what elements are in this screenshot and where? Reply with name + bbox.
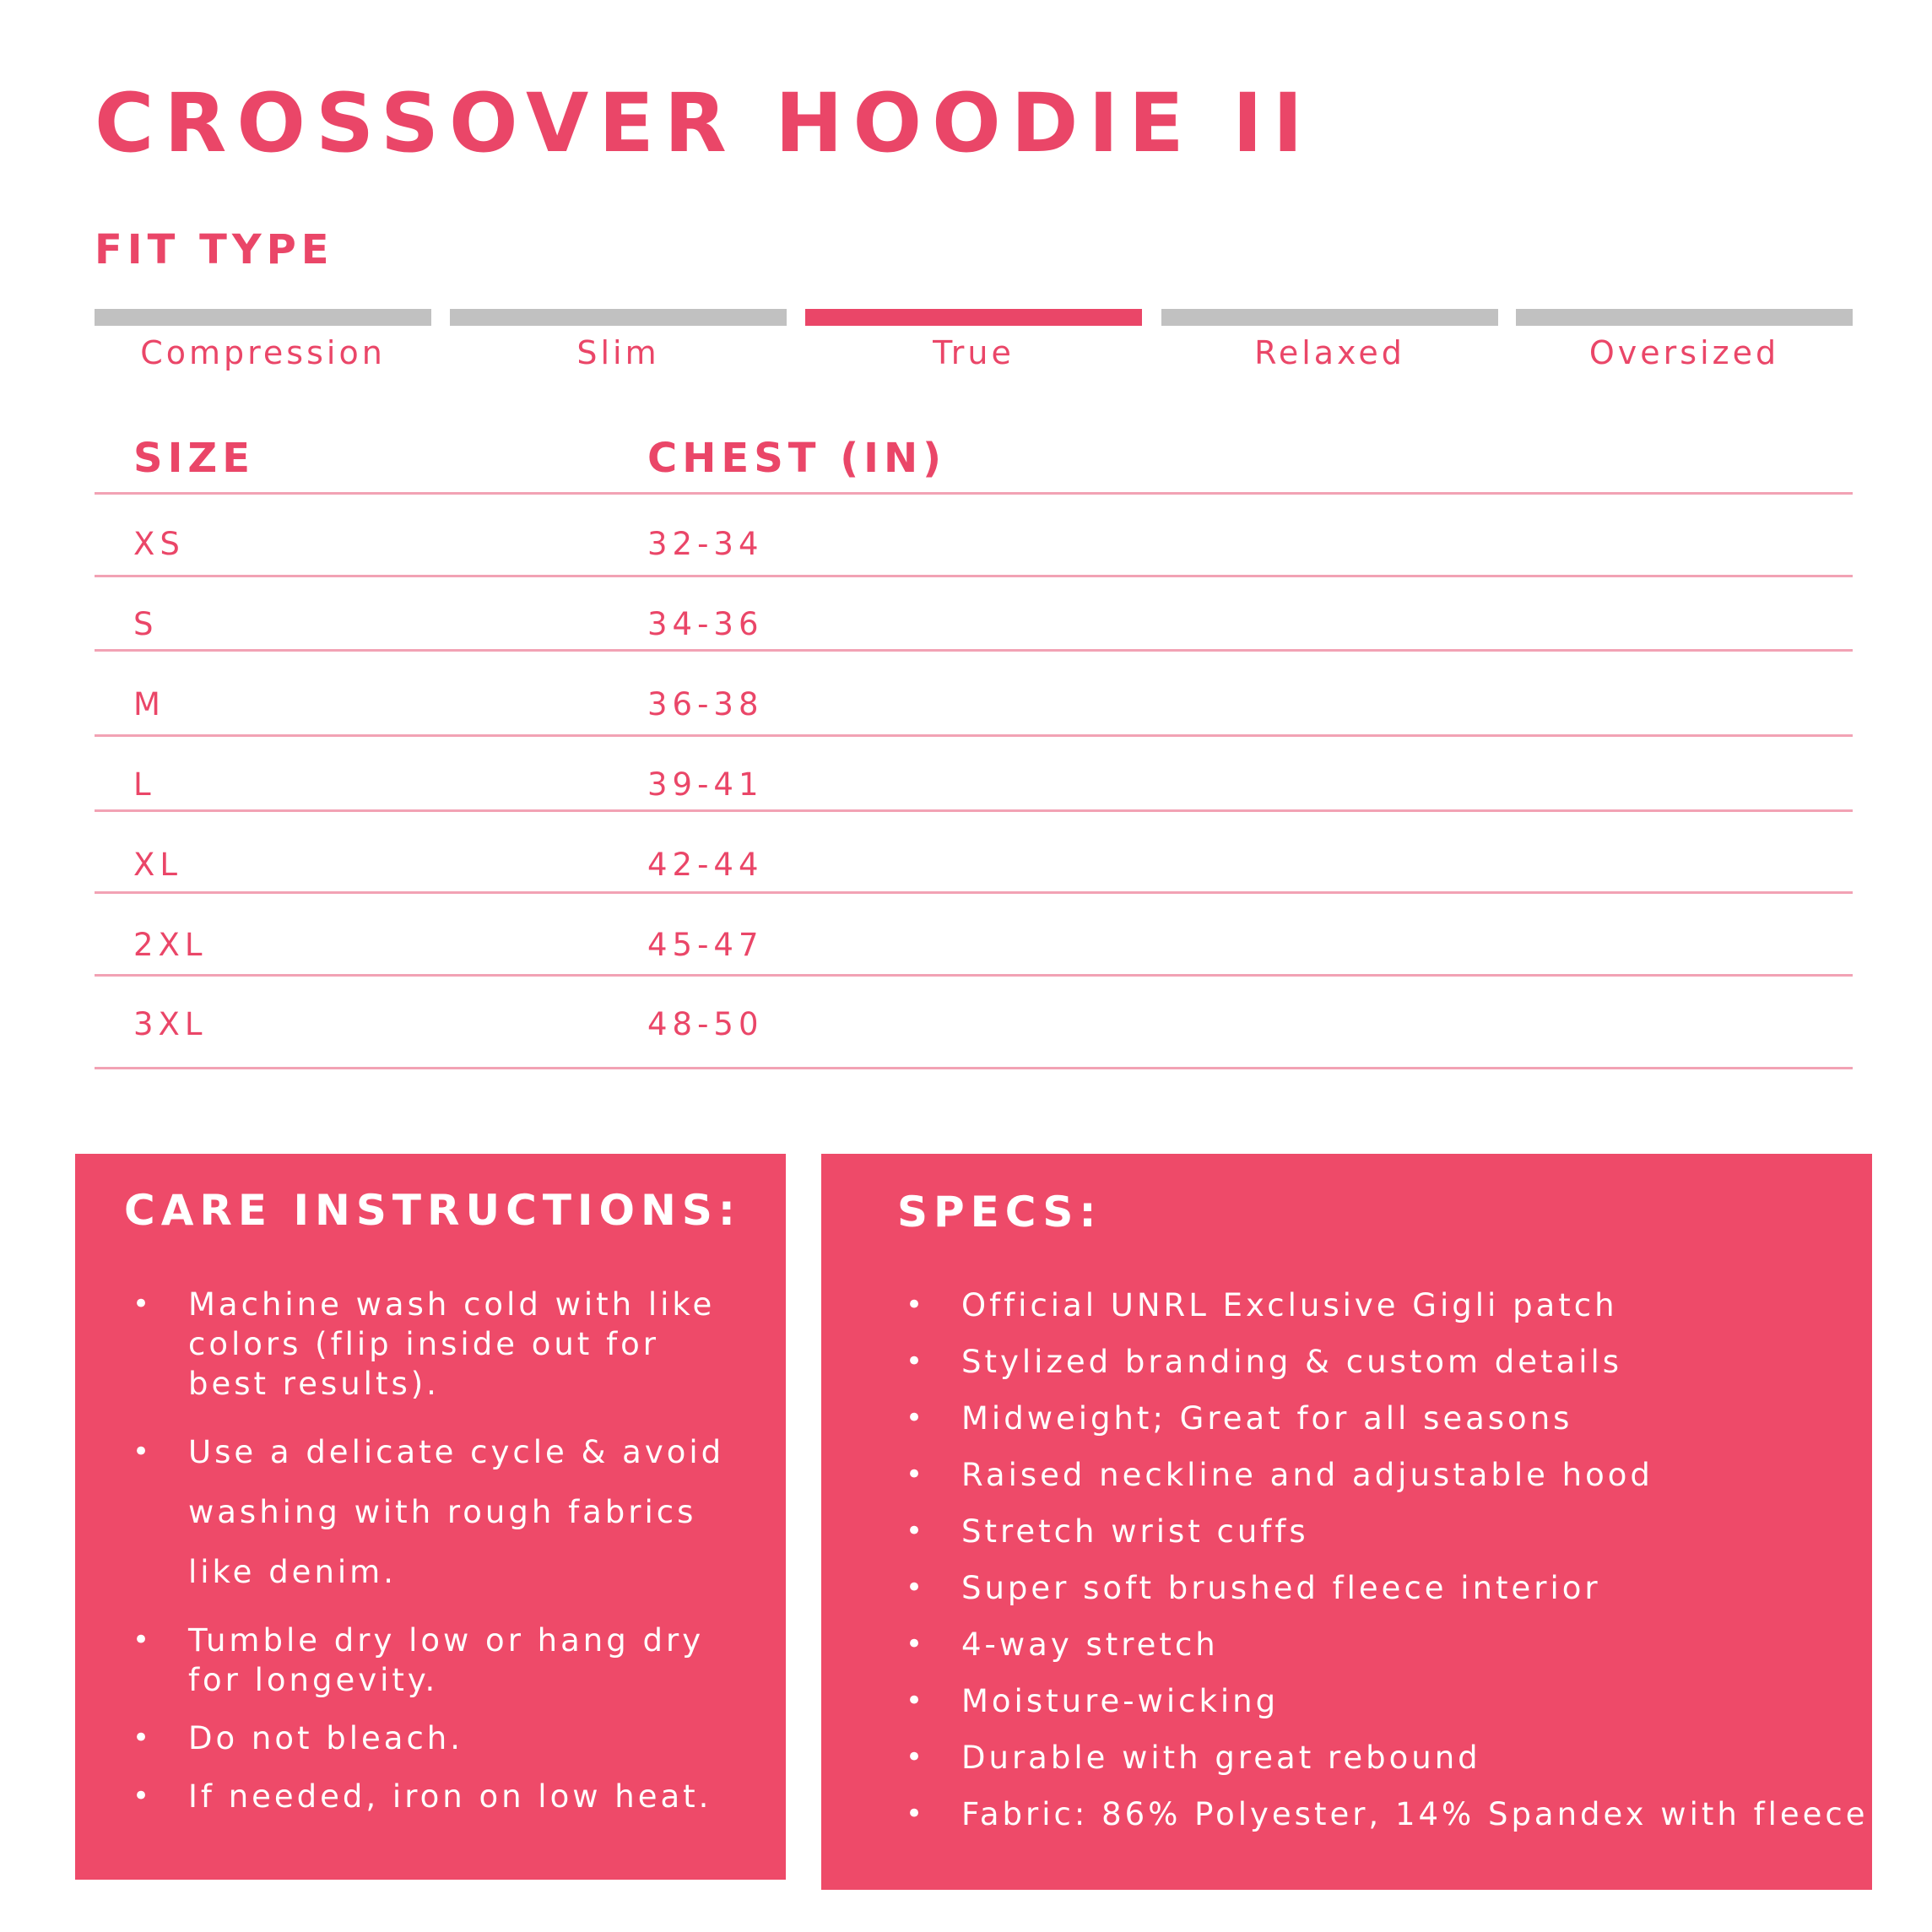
size-cell: 2XL	[133, 927, 208, 963]
spec-item-text: Moisture-wicking	[961, 1683, 1280, 1719]
fit-option-oversized	[1516, 309, 1853, 376]
list-item	[906, 1399, 1856, 1455]
bullet-icon: •	[133, 1435, 154, 1469]
chest-cell: 42-44	[647, 847, 764, 883]
specs-list	[906, 1285, 1869, 1851]
spec-item-text: Midweight; Great for all seasons	[961, 1400, 1573, 1437]
fit-option-relaxed	[1161, 309, 1498, 376]
spec-item-text: Stretch wrist cuffs	[961, 1513, 1309, 1550]
list-item	[906, 1568, 1856, 1625]
chest-cell: 34-36	[647, 606, 764, 642]
spec-item-text: Durable with great rebound	[961, 1740, 1481, 1776]
row-divider	[95, 1067, 1853, 1069]
bullet-icon: •	[133, 1779, 154, 1813]
list-item	[906, 1681, 1856, 1738]
specs-panel	[821, 1154, 1872, 1890]
fit-bar	[95, 309, 431, 326]
size-cell: L	[133, 766, 156, 803]
bullet-icon: •	[906, 1571, 927, 1605]
size-cell: 3XL	[133, 1006, 208, 1042]
chest-cell: 39-41	[647, 766, 764, 803]
fit-label: Slim	[576, 334, 660, 371]
fit-option-compression	[95, 309, 431, 376]
bullet-icon: •	[906, 1627, 927, 1661]
list-item	[133, 1718, 728, 1758]
row-divider	[95, 974, 1853, 977]
list-item	[906, 1625, 1856, 1681]
care-instructions-panel	[75, 1154, 786, 1880]
care-item-text: If needed, iron on low heat.	[188, 1778, 712, 1815]
table-row	[95, 606, 1853, 682]
list-item	[133, 1621, 728, 1700]
fit-label: Oversized	[1588, 334, 1780, 371]
size-column-header: SIZE	[133, 435, 256, 482]
spec-item-text: Super soft brushed fleece interior	[961, 1570, 1601, 1606]
spec-item-text: 4-way stretch	[961, 1626, 1219, 1663]
header-divider	[95, 492, 1853, 495]
bullet-icon: •	[133, 1623, 154, 1657]
bullet-icon: •	[906, 1401, 927, 1435]
list-item	[906, 1285, 1856, 1342]
chest-cell: 36-38	[647, 686, 764, 722]
list-item	[906, 1455, 1856, 1512]
fit-label: True	[933, 334, 1015, 371]
fit-option-slim	[450, 309, 787, 376]
list-item	[133, 1422, 728, 1602]
table-row	[95, 927, 1853, 1003]
chest-cell: 45-47	[647, 927, 764, 963]
list-item	[906, 1512, 1856, 1568]
table-row	[95, 766, 1853, 842]
fit-label: Relaxed	[1254, 334, 1405, 371]
table-row	[95, 847, 1853, 923]
row-divider	[95, 734, 1853, 737]
fit-option-true	[805, 309, 1142, 376]
chest-cell: 32-34	[647, 526, 764, 562]
row-divider	[95, 575, 1853, 577]
table-row	[95, 526, 1853, 602]
row-divider	[95, 649, 1853, 652]
list-item	[906, 1342, 1856, 1399]
size-cell: M	[133, 686, 165, 722]
care-instructions-list	[133, 1285, 728, 1835]
table-row	[95, 1006, 1853, 1082]
bullet-icon: •	[906, 1740, 927, 1774]
chest-column-header: CHEST (IN)	[647, 435, 947, 482]
care-item-text: Tumble dry low or hang dry for longevity.	[188, 1622, 705, 1698]
spec-item-text: Official UNRL Exclusive Gigli patch	[961, 1287, 1618, 1323]
list-item	[133, 1285, 728, 1404]
row-divider	[95, 809, 1853, 812]
fit-bar	[1161, 309, 1498, 326]
bullet-icon: •	[906, 1684, 927, 1718]
bullet-icon: •	[906, 1797, 927, 1831]
chest-cell: 48-50	[647, 1006, 764, 1042]
row-divider	[95, 891, 1853, 894]
spec-item-text: Fabric: 86% Polyester, 14% Spandex with fleece	[961, 1796, 1869, 1832]
care-item-text: Use a delicate cycle & avoid washing with rough fabrics like denim.	[188, 1434, 725, 1590]
bullet-icon: •	[133, 1287, 154, 1321]
specs-heading: SPECS:	[897, 1188, 1102, 1237]
fit-bar	[1516, 309, 1853, 326]
fit-label: Compression	[140, 334, 386, 371]
spec-item-text: Raised neckline and adjustable hood	[961, 1457, 1653, 1493]
page-title: CROSSOVER HOODIE II	[95, 76, 1313, 170]
bullet-icon: •	[906, 1345, 927, 1378]
bullet-icon: •	[906, 1288, 927, 1322]
list-item	[906, 1794, 1869, 1851]
size-cell: S	[133, 606, 159, 642]
size-cell: XL	[133, 847, 182, 883]
list-item	[906, 1738, 1856, 1794]
size-cell: XS	[133, 526, 185, 562]
fit-type-scale	[95, 309, 1853, 376]
table-row	[95, 686, 1853, 762]
bullet-icon: •	[133, 1721, 154, 1755]
care-item-text: Machine wash cold with like colors (flip inside out for best results).	[188, 1286, 716, 1402]
list-item	[133, 1777, 728, 1816]
bullet-icon: •	[906, 1514, 927, 1548]
care-instructions-heading: CARE INSTRUCTIONS:	[124, 1186, 741, 1235]
fit-bar	[450, 309, 787, 326]
spec-item-text: Stylized branding & custom details	[961, 1344, 1623, 1380]
bullet-icon: •	[906, 1458, 927, 1491]
fit-type-heading: FIT TYPE	[95, 226, 334, 273]
fit-bar-selected	[805, 309, 1142, 326]
care-item-text: Do not bleach.	[188, 1720, 464, 1756]
